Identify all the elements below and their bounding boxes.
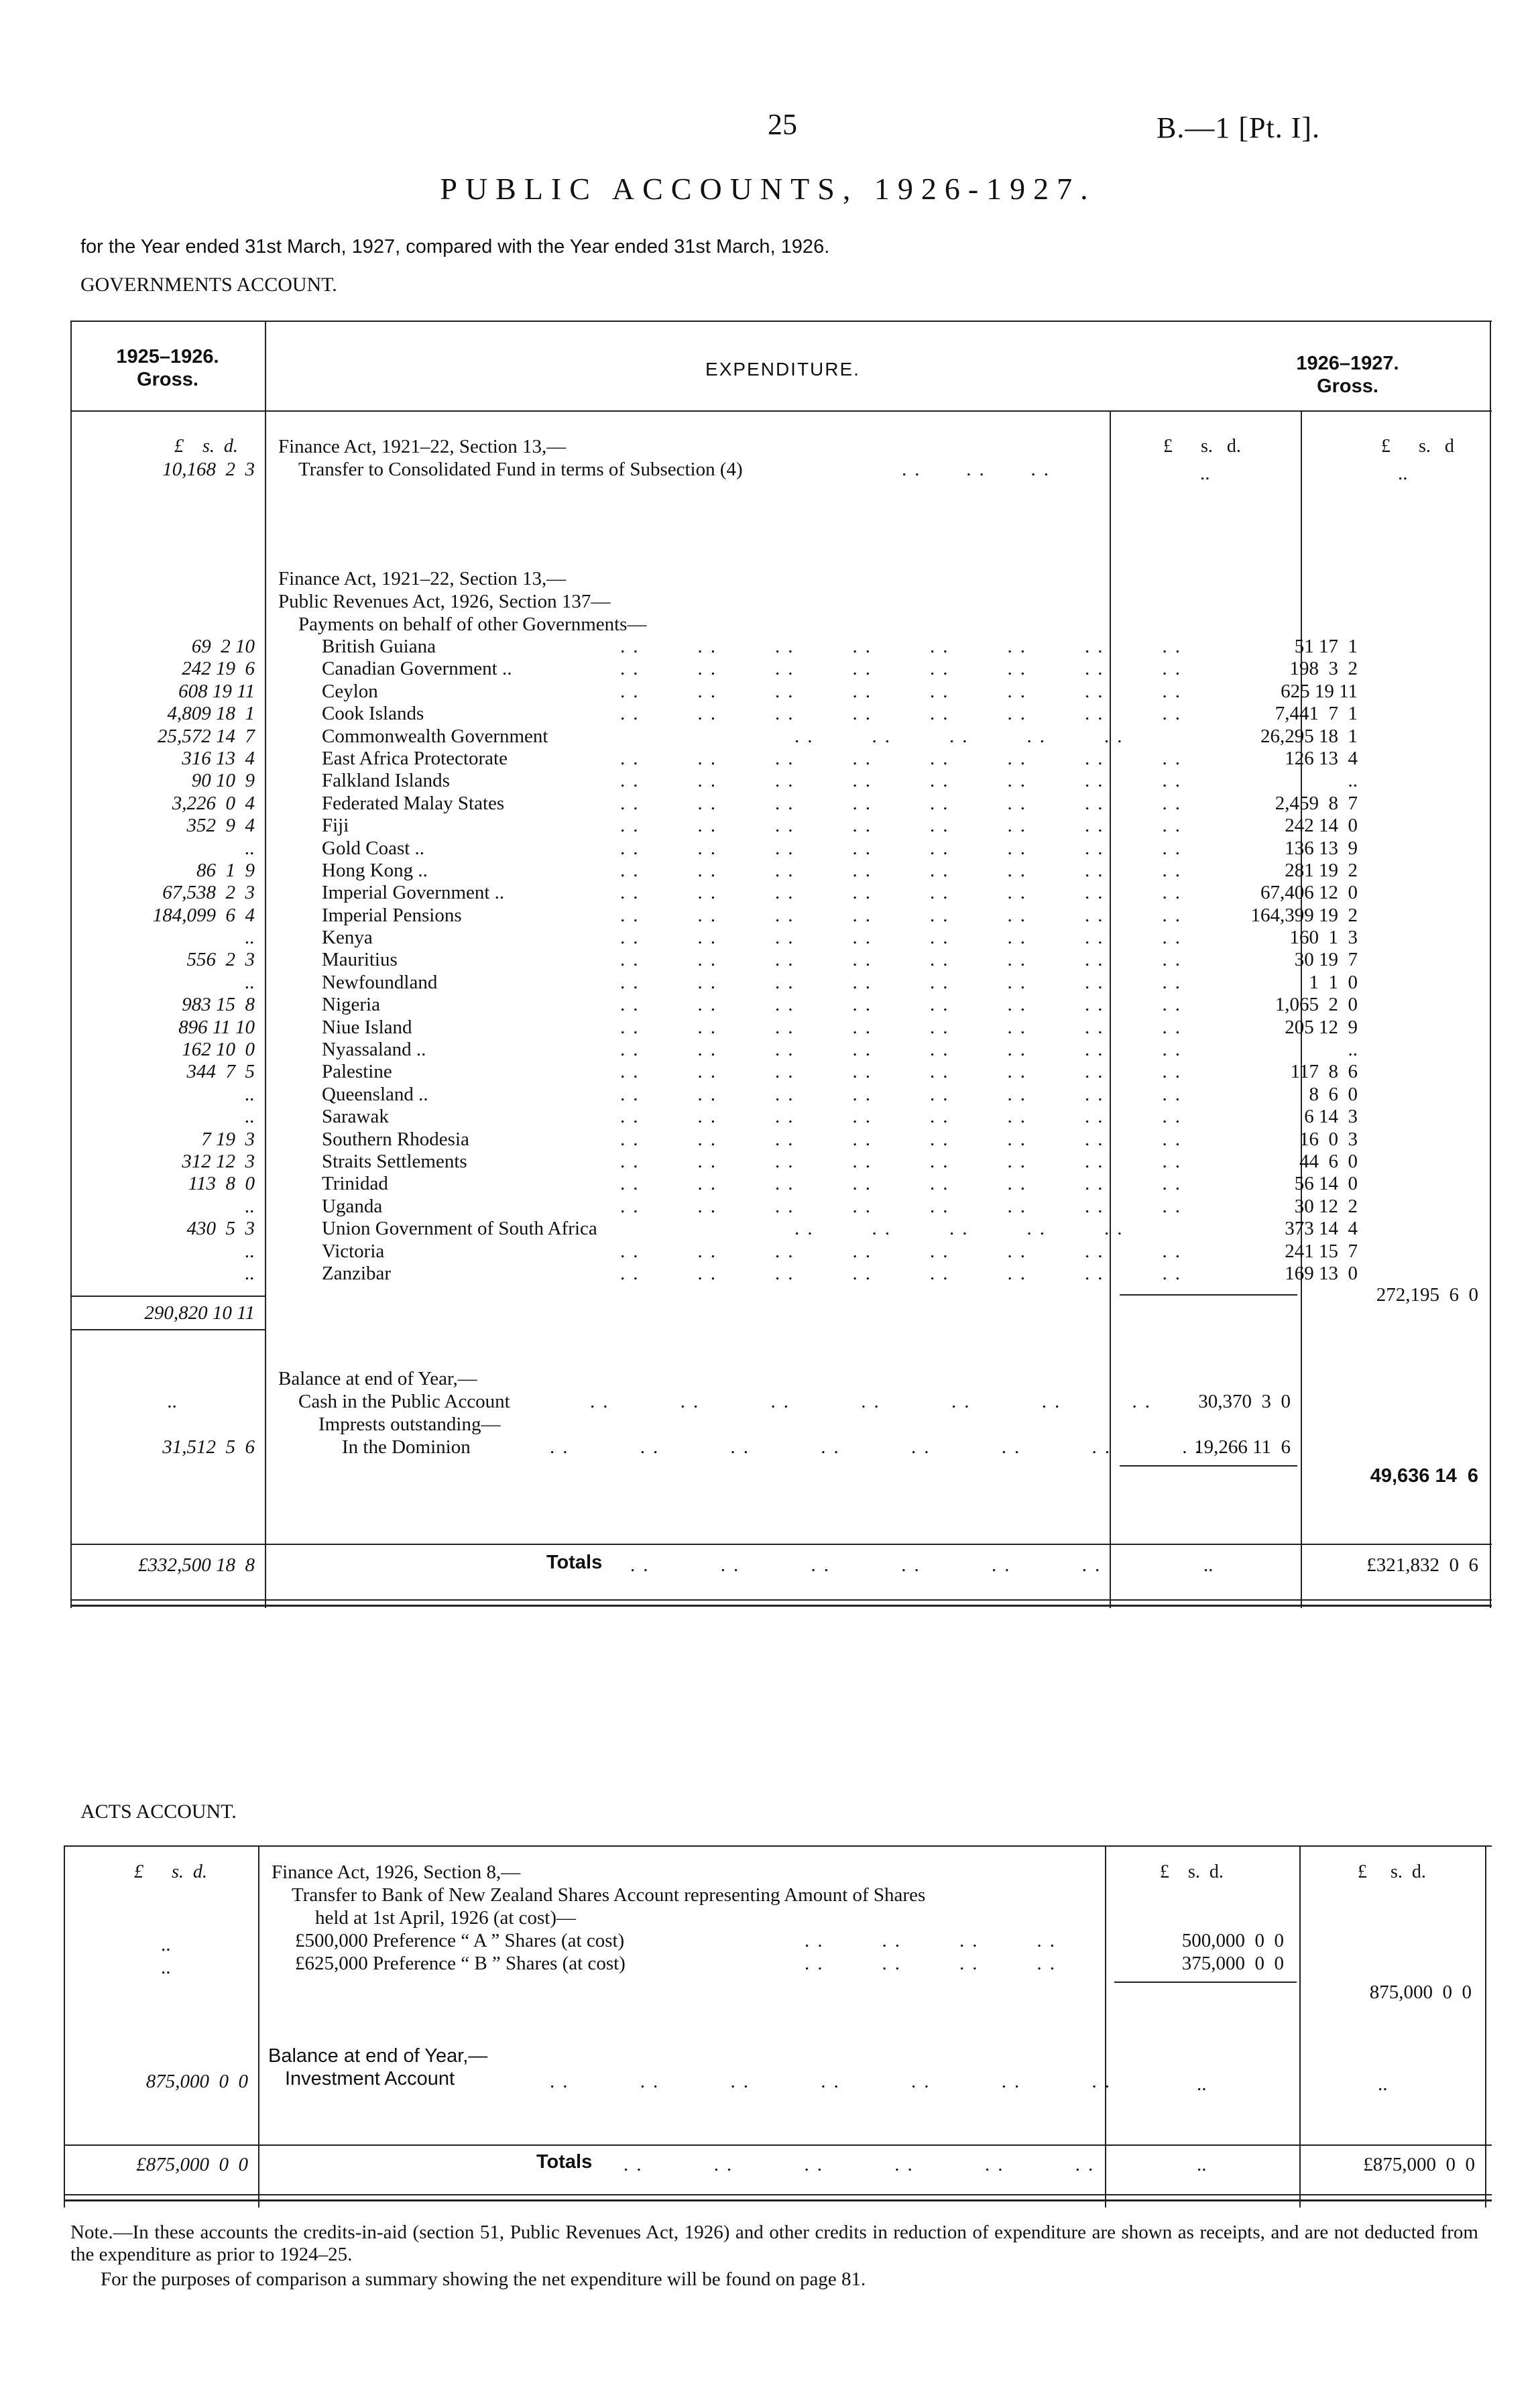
row-leader-dots: .. .. .. .. .. .. .. .. bbox=[620, 1061, 1188, 1083]
row-prev-amount: 184,099 6 4 bbox=[152, 904, 255, 926]
lsd-mid: £ s. d. bbox=[1163, 436, 1241, 457]
investment-mid: .. bbox=[1197, 2073, 1207, 2095]
cur-year-label: 1926–1927. bbox=[1296, 353, 1399, 374]
totals-prev: £332,500 18 8 bbox=[138, 1554, 255, 1576]
table-row bbox=[70, 1039, 1492, 1061]
acts-right-border bbox=[1485, 1845, 1486, 2208]
row-cur-amount: 6 14 3 bbox=[1304, 1106, 1358, 1128]
row-cur-amount: 136 13 9 bbox=[1285, 837, 1358, 859]
acts-mid-divider bbox=[1105, 1845, 1106, 2208]
row-cur-amount: 7,441 7 1 bbox=[1275, 703, 1358, 725]
transfer-cur-amount: .. bbox=[1398, 463, 1408, 484]
row-leader-dots: .. .. .. .. .. .. .. .. bbox=[620, 1150, 1188, 1172]
row-government-name: Sarawak bbox=[322, 1106, 389, 1128]
row-government-name: Uganda bbox=[322, 1195, 383, 1217]
prev-subtotal-rule-bottom bbox=[70, 1329, 265, 1330]
table-row bbox=[70, 1017, 1492, 1039]
lsd-prev: £ s. d. bbox=[174, 436, 238, 457]
row-leader-dots: .. .. .. .. .. bbox=[794, 1218, 1130, 1240]
row-government-name: Zanzibar bbox=[322, 1262, 392, 1284]
dominion-leader-dots: .. .. .. .. .. .. .. .. bbox=[550, 1436, 1208, 1458]
row-cur-amount: 241 15 7 bbox=[1285, 1240, 1358, 1262]
prev-gross-label: Gross. bbox=[137, 369, 198, 390]
row-government-name: Commonwealth Government bbox=[322, 725, 548, 747]
table-row bbox=[70, 905, 1492, 927]
row-cur-amount: .. bbox=[1348, 1039, 1358, 1061]
row-government-name: Nyassaland .. bbox=[322, 1039, 426, 1061]
table-row bbox=[70, 726, 1492, 748]
prev-year-header bbox=[70, 345, 265, 391]
row-cur-amount: .. bbox=[1348, 770, 1358, 792]
row-leader-dots: .. .. .. .. .. .. .. .. bbox=[620, 1195, 1188, 1217]
table-row bbox=[70, 1173, 1492, 1195]
row-government-name: Trinidad bbox=[322, 1173, 388, 1195]
dominion-label: In the Dominion bbox=[342, 1436, 471, 1458]
acts-totals-cur: £875,000 0 0 bbox=[1363, 2154, 1475, 2175]
row-government-name: Straits Settlements bbox=[322, 1150, 467, 1172]
row-prev-amount: 69 2 10 bbox=[191, 636, 255, 657]
pref-b-leader-dots: .. .. .. .. bbox=[805, 1953, 1063, 1974]
row-government-name: Palestine bbox=[322, 1061, 392, 1083]
row-leader-dots: .. .. .. .. .. .. .. .. bbox=[620, 904, 1188, 926]
pref-b-label: £625,000 Preference “ B ” Shares (at cost) bbox=[295, 1953, 626, 1974]
payments-heading-1: Finance Act, 1921–22, Section 13,— bbox=[278, 568, 567, 589]
cash-label: Cash in the Public Account bbox=[298, 1391, 510, 1412]
row-cur-amount: 67,406 12 0 bbox=[1260, 882, 1358, 904]
row-government-name: Gold Coast .. bbox=[322, 837, 425, 859]
row-cur-amount: 160 1 3 bbox=[1289, 927, 1358, 949]
row-cur-amount: 205 12 9 bbox=[1285, 1016, 1358, 1038]
row-cur-amount: 26,295 18 1 bbox=[1260, 725, 1358, 747]
cash-leader-dots: .. .. .. .. .. .. .. bbox=[590, 1391, 1158, 1412]
payments-subtotal-rule bbox=[1120, 1294, 1297, 1296]
row-government-name: Union Government of South Africa bbox=[322, 1218, 597, 1240]
acts-bottom-border bbox=[64, 2194, 1492, 2195]
imprests-label: Imprests outstanding— bbox=[318, 1414, 501, 1435]
pref-a-prev: .. bbox=[161, 1934, 171, 1955]
cash-prev: .. bbox=[168, 1391, 178, 1412]
transfer-description: Transfer to Consolidated Fund in terms of Subsection (4) bbox=[298, 459, 743, 480]
row-prev-amount: 7 19 3 bbox=[201, 1128, 255, 1150]
table-row bbox=[70, 972, 1492, 994]
table-row bbox=[70, 860, 1492, 882]
row-leader-dots: .. .. .. .. .. .. .. .. bbox=[620, 636, 1188, 657]
row-prev-amount: 352 9 4 bbox=[186, 815, 255, 837]
acts-subtotal-rule bbox=[1114, 1982, 1297, 1983]
table-row bbox=[70, 927, 1492, 949]
investment-prev: 875,000 0 0 bbox=[145, 2071, 248, 2092]
table-row bbox=[70, 994, 1492, 1016]
acts-totals-prev: £875,000 0 0 bbox=[136, 2154, 248, 2175]
table-row bbox=[70, 748, 1492, 770]
row-government-name: Imperial Government .. bbox=[322, 882, 505, 904]
row-government-name: Southern Rhodesia bbox=[322, 1128, 469, 1150]
acts-heading-3: held at 1st April, 1926 (at cost)— bbox=[315, 1907, 577, 1929]
row-prev-amount: 242 19 6 bbox=[182, 658, 255, 680]
row-cur-amount: 30 12 2 bbox=[1294, 1195, 1358, 1217]
row-prev-amount: 896 11 10 bbox=[178, 1016, 255, 1038]
row-prev-amount: .. bbox=[245, 1262, 255, 1284]
acts-lsd-cur: £ s. d. bbox=[1358, 1861, 1426, 1882]
table-row bbox=[70, 815, 1492, 837]
balance-heading: Balance at end of Year,— bbox=[278, 1368, 477, 1389]
row-prev-amount: 86 1 9 bbox=[196, 859, 255, 881]
row-leader-dots: .. .. .. .. .. .. .. .. bbox=[620, 1240, 1188, 1262]
row-leader-dots: .. .. .. .. .. .. .. .. bbox=[620, 658, 1188, 680]
acts-cur-divider bbox=[1299, 1845, 1301, 2208]
totals-leader-dots: .. .. .. .. .. .. bbox=[630, 1554, 1108, 1576]
row-government-name: Hong Kong .. bbox=[322, 859, 428, 881]
table-row bbox=[70, 703, 1492, 725]
row-government-name: East Africa Protectorate bbox=[322, 747, 508, 769]
row-government-name: Fiji bbox=[322, 815, 349, 837]
row-prev-amount: 25,572 14 7 bbox=[158, 725, 255, 747]
pref-a-label: £500,000 Preference “ A ” Shares (at cost) bbox=[295, 1930, 625, 1951]
row-government-name: Canadian Government .. bbox=[322, 658, 512, 680]
table-row bbox=[70, 1151, 1492, 1173]
row-cur-amount: 242 14 0 bbox=[1285, 815, 1358, 837]
row-leader-dots: .. .. .. .. .. .. .. .. bbox=[620, 1083, 1188, 1105]
row-cur-amount: 51 17 1 bbox=[1294, 636, 1358, 657]
row-prev-amount: .. bbox=[245, 1106, 255, 1128]
transfer-prev-amount: 10,168 2 3 bbox=[162, 459, 255, 480]
acts-prev-divider bbox=[258, 1845, 259, 2208]
row-leader-dots: .. .. .. .. .. .. .. .. bbox=[620, 747, 1188, 769]
payment-rows bbox=[70, 636, 1492, 1285]
row-leader-dots: .. .. .. .. .. .. .. .. bbox=[620, 949, 1188, 971]
row-government-name: British Guiana bbox=[322, 636, 436, 657]
cur-year-header bbox=[1207, 352, 1488, 398]
row-leader-dots: .. .. .. .. .. .. .. .. bbox=[620, 994, 1188, 1016]
row-prev-amount: .. bbox=[245, 1083, 255, 1105]
row-prev-amount: 556 2 3 bbox=[186, 949, 255, 971]
acts-totals-top-rule bbox=[64, 2144, 1492, 2146]
row-leader-dots: .. .. .. .. .. .. .. .. bbox=[620, 1262, 1188, 1284]
payments-total-prev: 290,820 10 11 bbox=[144, 1302, 255, 1324]
row-leader-dots: .. .. .. .. .. .. .. .. bbox=[620, 1128, 1188, 1150]
cash-cur: 30,370 3 0 bbox=[1198, 1391, 1291, 1412]
row-leader-dots: .. .. .. .. .. .. .. .. bbox=[620, 837, 1188, 859]
table-row bbox=[70, 658, 1492, 680]
row-cur-amount: 198 3 2 bbox=[1289, 658, 1358, 680]
row-cur-amount: 373 14 4 bbox=[1285, 1218, 1358, 1240]
investment-label: Investment Account bbox=[285, 2068, 455, 2089]
acts-heading-1: Finance Act, 1926, Section 8,— bbox=[272, 1861, 521, 1883]
table-row bbox=[70, 1106, 1492, 1128]
row-prev-amount: 344 7 5 bbox=[186, 1061, 255, 1083]
dominion-prev: 31,512 5 6 bbox=[162, 1436, 255, 1458]
table-row bbox=[70, 1196, 1492, 1218]
row-government-name: Queensland .. bbox=[322, 1083, 428, 1105]
row-leader-dots: .. .. .. .. .. .. .. .. bbox=[620, 1016, 1188, 1038]
payments-heading-3: Payments on behalf of other Governments— bbox=[298, 614, 647, 635]
row-leader-dots: .. .. .. .. .. .. .. .. bbox=[620, 680, 1188, 702]
investment-leader-dots: .. .. .. .. .. .. .. bbox=[550, 2071, 1118, 2092]
row-prev-amount: 113 8 0 bbox=[188, 1173, 255, 1195]
table-row bbox=[70, 1218, 1492, 1240]
row-government-name: Niue Island bbox=[322, 1016, 412, 1038]
acts-balance-heading: Balance at end of Year,— bbox=[268, 2045, 488, 2067]
expenditure-header: EXPENDITURE. bbox=[705, 359, 860, 380]
row-leader-dots: .. .. .. .. .. .. .. .. bbox=[620, 703, 1188, 725]
row-cur-amount: 8 6 0 bbox=[1309, 1083, 1358, 1105]
row-prev-amount: 90 10 9 bbox=[191, 770, 255, 792]
row-cur-amount: 1,065 2 0 bbox=[1275, 994, 1358, 1016]
table-top-border bbox=[70, 321, 1492, 322]
row-leader-dots: .. .. .. .. .. bbox=[794, 725, 1130, 747]
page-title: PUBLIC ACCOUNTS, 1926-1927. bbox=[440, 172, 1096, 206]
payments-heading-2: Public Revenues Act, 1926, Section 137— bbox=[278, 591, 611, 612]
row-government-name: Victoria bbox=[322, 1240, 385, 1262]
row-prev-amount: 3,226 0 4 bbox=[172, 792, 255, 814]
transfer-mid-amount: .. bbox=[1200, 463, 1210, 484]
row-cur-amount: 30 19 7 bbox=[1294, 949, 1358, 971]
row-cur-amount: 56 14 0 bbox=[1294, 1173, 1358, 1195]
table-row bbox=[70, 949, 1492, 971]
table-row bbox=[70, 793, 1492, 815]
row-leader-dots: .. .. .. .. .. .. .. .. bbox=[620, 792, 1188, 814]
dominion-cur: 19,266 11 6 bbox=[1194, 1436, 1291, 1458]
footnote-summary: For the purposes of comparison a summary showing the net expenditure will be found on page 81. bbox=[101, 2269, 866, 2290]
transfer-heading: Finance Act, 1921–22, Section 13,— bbox=[278, 436, 567, 457]
row-prev-amount: .. bbox=[245, 1195, 255, 1217]
table-bottom-double-rule bbox=[70, 1605, 1492, 1607]
row-cur-amount: 164,399 19 2 bbox=[1250, 904, 1358, 926]
row-prev-amount: 162 10 0 bbox=[182, 1039, 255, 1061]
row-leader-dots: .. .. .. .. .. .. .. .. bbox=[620, 770, 1188, 792]
acts-transfer-total: 875,000 0 0 bbox=[1369, 1982, 1472, 2003]
row-prev-amount: .. bbox=[245, 927, 255, 949]
section-title-governments: GOVERNMENTS ACCOUNT. bbox=[80, 274, 337, 296]
header-bottom-border bbox=[70, 410, 1492, 412]
row-prev-amount: 983 15 8 bbox=[182, 994, 255, 1016]
page-subtitle: for the Year ended 31st March, 1927, compared with the Year ended 31st March, 1926. bbox=[80, 236, 830, 257]
row-prev-amount: 608 19 11 bbox=[178, 680, 255, 702]
footnote: Note.—In these accounts the credits-in-aid (section 51, Public Revenues Act, 1926) and other credits in reduction of expenditure are shown as receipts, and are not deducted from the expenditure as prior to 1924–25. bbox=[70, 2222, 1478, 2265]
cur-gross-label: Gross. bbox=[1317, 376, 1378, 397]
acts-totals-leader-dots: .. .. .. .. .. .. bbox=[624, 2154, 1102, 2175]
acts-top-border bbox=[64, 1845, 1492, 1847]
row-cur-amount: 2,459 8 7 bbox=[1275, 792, 1358, 814]
table-row bbox=[70, 882, 1492, 904]
row-prev-amount: .. bbox=[245, 837, 255, 859]
page-number: 25 bbox=[768, 108, 797, 141]
pref-b-prev: .. bbox=[161, 1957, 171, 1978]
row-cur-amount: 625 19 11 bbox=[1281, 680, 1358, 702]
row-leader-dots: .. .. .. .. .. .. .. .. bbox=[620, 815, 1188, 837]
acts-left-border bbox=[64, 1845, 65, 2208]
table-row bbox=[70, 636, 1492, 658]
row-government-name: Nigeria bbox=[322, 994, 380, 1016]
totals-mid: .. bbox=[1203, 1554, 1214, 1576]
section-title-acts: ACTS ACCOUNT. bbox=[80, 1800, 237, 1823]
acts-heading-2: Transfer to Bank of New Zealand Shares Account representing Amount of Shares bbox=[292, 1884, 926, 1906]
acts-lsd-prev: £ s. d. bbox=[134, 1861, 207, 1882]
balance-subtotal-rule bbox=[1120, 1465, 1297, 1467]
row-government-name: Kenya bbox=[322, 927, 373, 949]
prev-year-label: 1925–1926. bbox=[116, 346, 219, 367]
acts-bottom-double-rule bbox=[64, 2199, 1492, 2201]
row-government-name: Ceylon bbox=[322, 680, 378, 702]
acts-lsd-mid: £ s. d. bbox=[1160, 1861, 1224, 1882]
transfer-leader-dots: .. .. .. bbox=[902, 459, 1057, 480]
row-prev-amount: 67,538 2 3 bbox=[162, 882, 255, 904]
row-leader-dots: .. .. .. .. .. .. .. .. bbox=[620, 1039, 1188, 1061]
balance-total-cur: 49,636 14 6 bbox=[1370, 1465, 1478, 1487]
totals-top-rule bbox=[70, 1544, 1492, 1545]
acts-totals-label: Totals bbox=[536, 2151, 593, 2173]
row-cur-amount: 169 13 0 bbox=[1285, 1262, 1358, 1284]
row-government-name: Newfoundland bbox=[322, 971, 438, 993]
row-leader-dots: .. .. .. .. .. .. .. .. bbox=[620, 859, 1188, 881]
row-leader-dots: .. .. .. .. .. .. .. .. bbox=[620, 971, 1188, 993]
pref-a-cur: 500,000 0 0 bbox=[1181, 1930, 1284, 1951]
row-government-name: Cook Islands bbox=[322, 703, 424, 725]
row-prev-amount: 430 5 3 bbox=[186, 1218, 255, 1240]
row-prev-amount: .. bbox=[245, 971, 255, 993]
prev-subtotal-rule-top bbox=[70, 1296, 265, 1297]
row-government-name: Mauritius bbox=[322, 949, 398, 971]
row-leader-dots: .. .. .. .. .. .. .. .. bbox=[620, 1106, 1188, 1128]
row-leader-dots: .. .. .. .. .. .. .. .. bbox=[620, 1173, 1188, 1195]
table-row bbox=[70, 681, 1492, 703]
row-cur-amount: 117 8 6 bbox=[1290, 1061, 1358, 1083]
table-row bbox=[70, 1241, 1492, 1263]
row-government-name: Imperial Pensions bbox=[322, 904, 462, 926]
row-prev-amount: 316 13 4 bbox=[182, 747, 255, 769]
row-cur-amount: 1 1 0 bbox=[1309, 971, 1358, 993]
table-row bbox=[70, 1129, 1492, 1151]
table-row bbox=[70, 1084, 1492, 1106]
totals-cur: £321,832 0 6 bbox=[1366, 1554, 1478, 1576]
row-prev-amount: 4,809 18 1 bbox=[167, 703, 255, 725]
row-cur-amount: 126 13 4 bbox=[1285, 747, 1358, 769]
row-leader-dots: .. .. .. .. .. .. .. .. bbox=[620, 927, 1188, 949]
investment-right: .. bbox=[1378, 2073, 1388, 2095]
row-cur-amount: 44 6 0 bbox=[1299, 1150, 1358, 1172]
table-bottom-border bbox=[70, 1599, 1492, 1601]
table-row bbox=[70, 770, 1492, 792]
row-government-name: Falkland Islands bbox=[322, 770, 450, 792]
row-prev-amount: 312 12 3 bbox=[182, 1150, 255, 1172]
table-row bbox=[70, 1263, 1492, 1285]
lsd-cur: £ s. d bbox=[1381, 436, 1454, 457]
row-cur-amount: 281 19 2 bbox=[1285, 859, 1358, 881]
row-leader-dots: .. .. .. .. .. .. .. .. bbox=[620, 882, 1188, 904]
row-prev-amount: .. bbox=[245, 1240, 255, 1262]
table-row bbox=[70, 1061, 1492, 1083]
document-reference: B.—1 [Pt. I]. bbox=[1157, 111, 1320, 144]
row-government-name: Federated Malay States bbox=[322, 792, 505, 814]
table-row bbox=[70, 838, 1492, 860]
row-cur-amount: 16 0 3 bbox=[1299, 1128, 1358, 1150]
pref-a-leader-dots: .. .. .. .. bbox=[805, 1930, 1063, 1951]
pref-b-cur: 375,000 0 0 bbox=[1181, 1953, 1284, 1974]
acts-totals-mid: .. bbox=[1197, 2154, 1207, 2175]
payments-total-cur: 272,195 6 0 bbox=[1376, 1284, 1478, 1306]
totals-label: Totals bbox=[546, 1552, 603, 1573]
